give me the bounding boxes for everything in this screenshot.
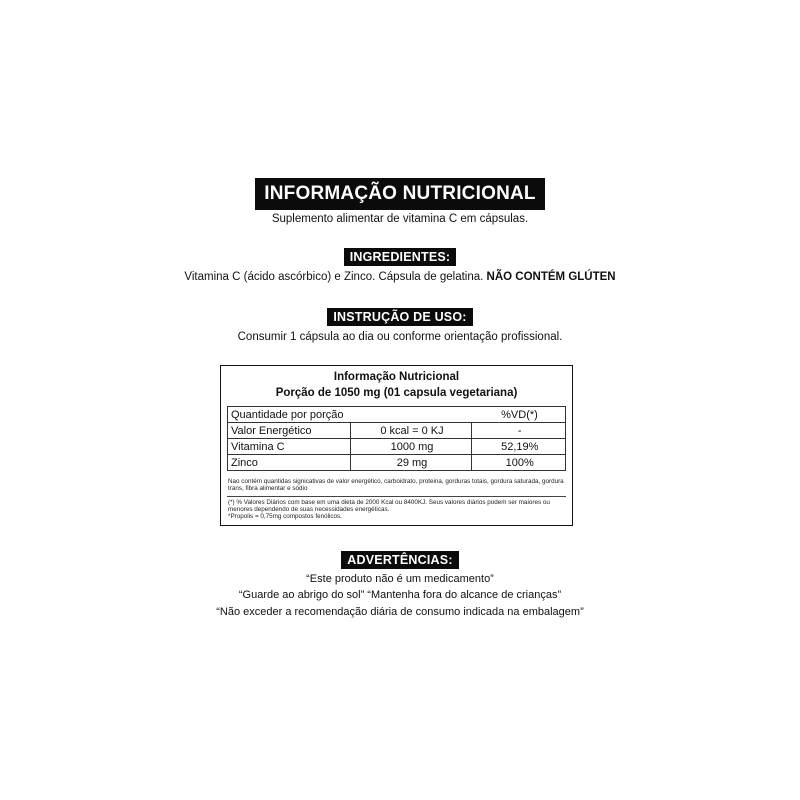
nutrient-name: Zinco [228,455,351,471]
ingredients-text [0,271,800,283]
nutrient-name: Vitamina C [228,439,351,455]
warning-line: “Guarde ao abrigo do sol” “Mantenha fora do alcance de crianças” [238,589,562,601]
note-divider [227,496,566,497]
nutrient-vd: 100% [471,455,566,471]
nutrient-vd: 52,19% [471,439,566,455]
header-vd-label: %VD(*) [471,407,566,423]
header-empty-cell [350,407,471,423]
nutrient-name: Valor Energético [228,423,351,439]
main-title-block [0,178,800,210]
ingredients-list: Vitamina C (ácido ascórbico) e Zinco. Cápsula de gelatina. [184,271,484,283]
daily-values-text: (*) % Valores Diários com base em uma dieta de 2000 Kcal ou 8400KJ. Seus valores diários podem ser maiores ou menores dependendo de suas necessidades energéticas. [228,499,550,514]
warning-line: “Não exceder a recomendação diária de consumo indicada na embalagem” [216,606,584,618]
nutrient-amount: 0 kcal = 0 KJ [350,423,471,439]
ingredients-heading-block [0,248,800,266]
warnings-heading-block [0,551,800,569]
table-row [228,439,566,455]
nutrient-amount: 1000 mg [350,439,471,455]
usage-heading-block [0,308,800,326]
ingredients-heading: INGREDIENTES: [344,248,457,266]
table-row [228,423,566,439]
nutrition-title-line1: Informação Nutricional [333,371,460,383]
gluten-statement: NÃO CONTÉM GLÚTEN [486,271,616,283]
warnings-heading: ADVERTÊNCIAS: [341,551,458,569]
nutrient-vd: - [471,423,566,439]
nutrition-table [227,406,566,471]
nutrition-note-daily-values [228,499,566,521]
warning-line: “Este produto não é um medicamento” [306,573,494,585]
usage-text: Consumir 1 cápsula ao dia ou conforme orientação profissional. [237,331,563,343]
nutrition-header-row [228,407,566,423]
nutrition-serving-size: Porção de 1050 mg (01 capsula vegetariana) [275,387,518,399]
header-quantity-label: Quantidade por porção [228,407,351,423]
nutrition-note-insignificant: Nao contém quantidas signicativas de valor energético, carboidrato, proteina, gorduras totais, gordura saturada, gordura trans, fibra alimentar e sódio [228,478,564,493]
table-row [228,455,566,471]
main-title: INFORMAÇÃO NUTRICIONAL [255,178,544,210]
usage-heading: INSTRUÇÃO DE USO: [327,308,472,326]
nutrient-amount: 29 mg [350,455,471,471]
nutrition-title [221,369,572,401]
propolis-text: *Propolis = 0,75mg compostos fenólicos. [228,513,342,521]
subtitle: Suplemento alimentar de vitamina C em cápsulas. [271,213,529,225]
nutrition-facts-box [220,365,573,526]
